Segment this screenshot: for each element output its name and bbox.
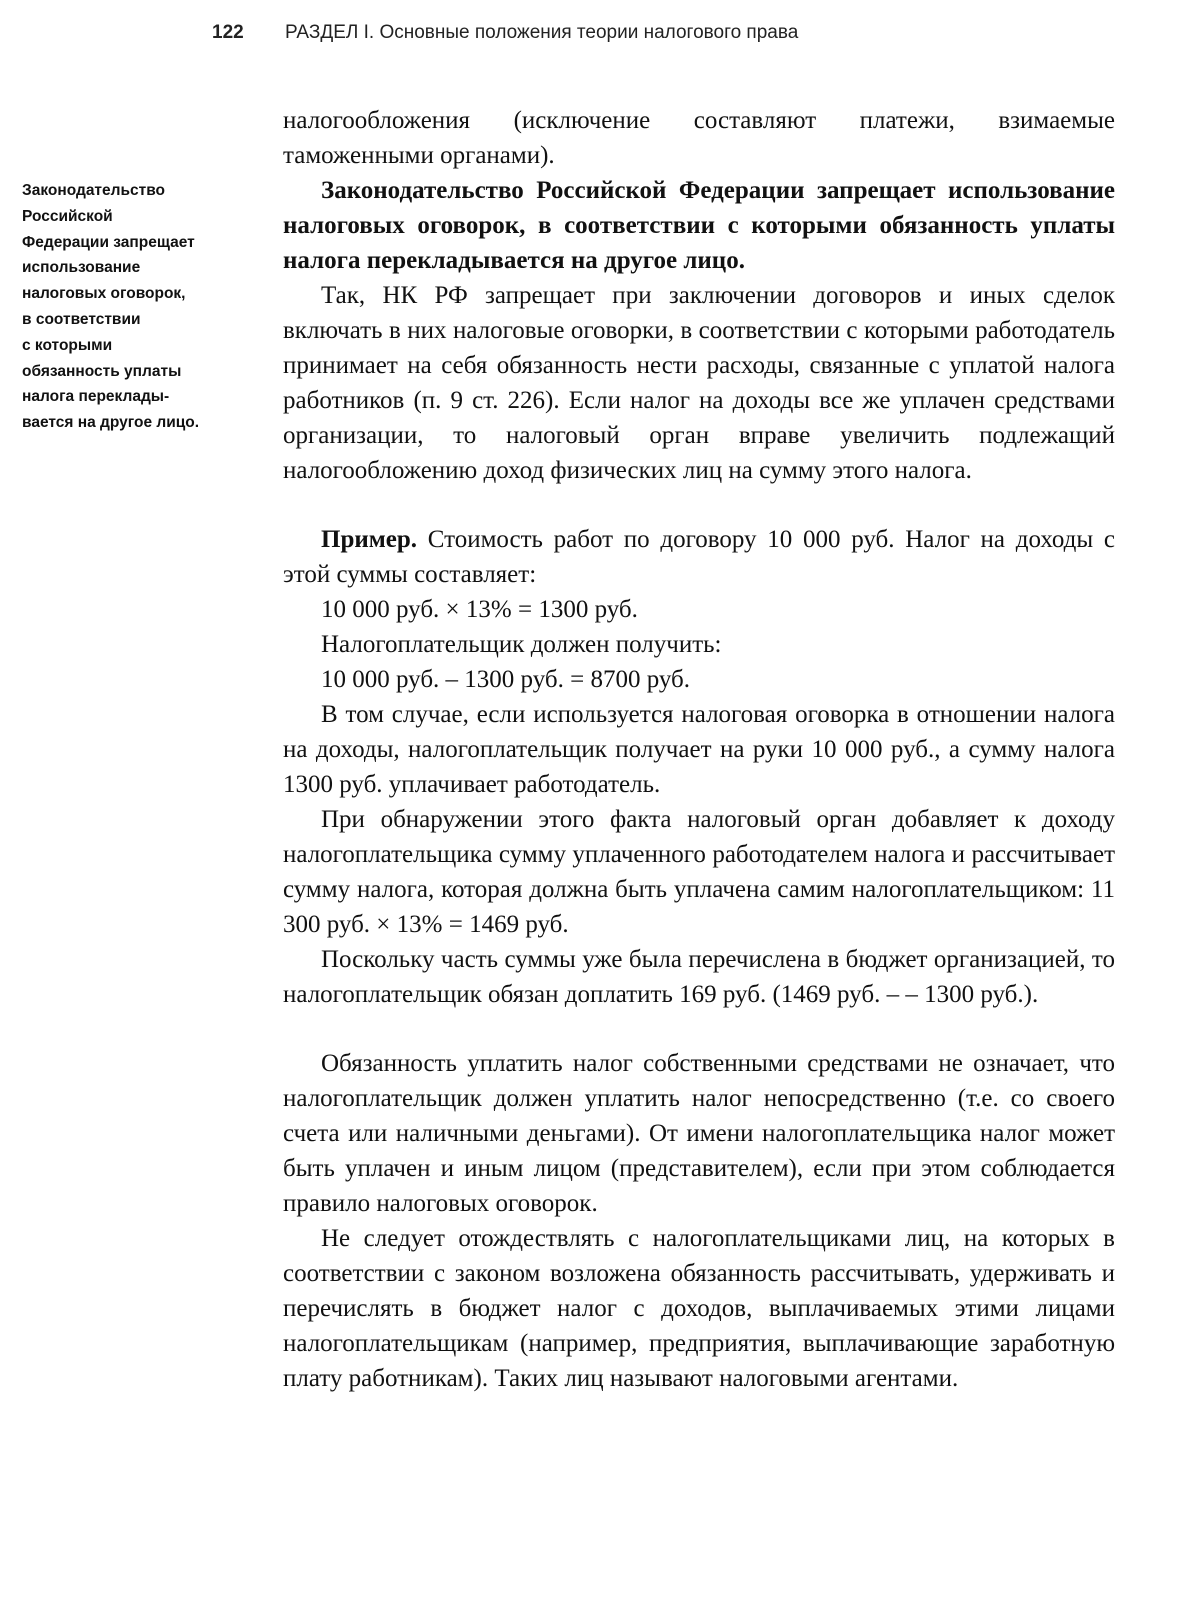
example-paragraph: Поскольку часть суммы уже была перечислена в бюджет организацией, то налогоплательщик обязан доплатить 169 руб. (1469 руб. – – 1300 руб.).	[283, 946, 1115, 1008]
paragraph-bold-rule: Законодательство Российской Федерации запрещает использование налоговых оговорок, в соответствии с которыми обязанность уплаты налога перекладывается на другое лицо.	[283, 177, 1115, 274]
margin-note-line: Российской	[22, 207, 113, 225]
paragraph-tax-agents: Не следует отождествлять с налогоплательщиками лиц, на которых в соответствии с законом возложена обязанность рассчитывать, удерживать и перечислять в бюджет налог с доходов, выплачиваемых этими лицами налогоплательщикам (например, предприятия, выплачивающие заработную плату работникам). Таких лиц называют налоговыми агентами.	[283, 1225, 1115, 1392]
margin-note-line: обязанность уплаты	[22, 362, 182, 380]
paragraph-tax-code: Так, НК РФ запрещает при заключении договоров и иных сделок включать в них налоговые оговорки, в соответствии с которыми работодатель принимает на себя обязанность нести расходы, связанные с уплатой налога работников (п. 9 ст. 226). Если налог на доходы все же уплачен средствами организации, то налоговый орган вправе увеличить подлежащий налогообложению доход физических лиц на сумму этого налога.	[283, 282, 1115, 484]
margin-note	[22, 178, 252, 436]
margin-note-line: Федерации запрещает	[22, 233, 195, 251]
margin-note-line: Законодательство	[22, 182, 166, 199]
margin-note-line: вается на другое лицо.	[22, 414, 200, 432]
example-paragraph: В том случае, если используется налоговая оговорка в отношении налога на доходы, налогоплательщик получает на руки 10 000 руб., а сумму налога 1300 руб. уплачивает работодатель.	[283, 701, 1115, 798]
page-number: 122	[212, 22, 244, 43]
formula-line: 10 000 руб. × 13% = 1300 руб.	[321, 596, 638, 623]
main-text	[283, 103, 1115, 1396]
formula-line: Налогоплательщик должен получить:	[321, 631, 722, 658]
example-label: Пример.	[321, 526, 418, 553]
paragraph-obligation: Обязанность уплатить налог собственными средствами не означает, что налогоплательщик должен уплатить налог непосредственно (т.е. со своего счета или наличными деньгами). От имени налогоплательщика налог может быть уплачен и иным лицом (представителем), если при этом соблюдается правило налоговых оговорок.	[283, 1050, 1115, 1217]
example-paragraph	[283, 522, 1115, 592]
section-title: РАЗДЕЛ I. Основные положения теории налогового права	[285, 22, 799, 43]
margin-note-line: налога переклады-	[22, 388, 170, 406]
example-paragraph: При обнаружении этого факта налоговый орган добавляет к доходу налогоплательщика сумму уплаченного работодателем налога и рассчитывает сумму налога, которая должна быть уплачена самим налогоплательщиком: 11 300 руб. × 13% = 1469 руб.	[283, 806, 1115, 938]
margin-note-line: налоговых оговорок,	[22, 285, 186, 303]
margin-note-line: использование	[22, 259, 141, 277]
example-text: Стоимость работ по договору 10 000 руб. Налог на доходы с этой суммы составляет:	[283, 526, 1115, 588]
running-header	[0, 20, 1203, 50]
paragraph-continuation: налогообложения (исключение составляют платежи, взимаемые таможенными органами).	[283, 107, 1115, 169]
margin-note-line: с которыми	[22, 336, 113, 354]
margin-note-line: в соответствии	[22, 310, 141, 328]
formula-line: 10 000 руб. – 1300 руб. = 8700 руб.	[321, 666, 691, 693]
